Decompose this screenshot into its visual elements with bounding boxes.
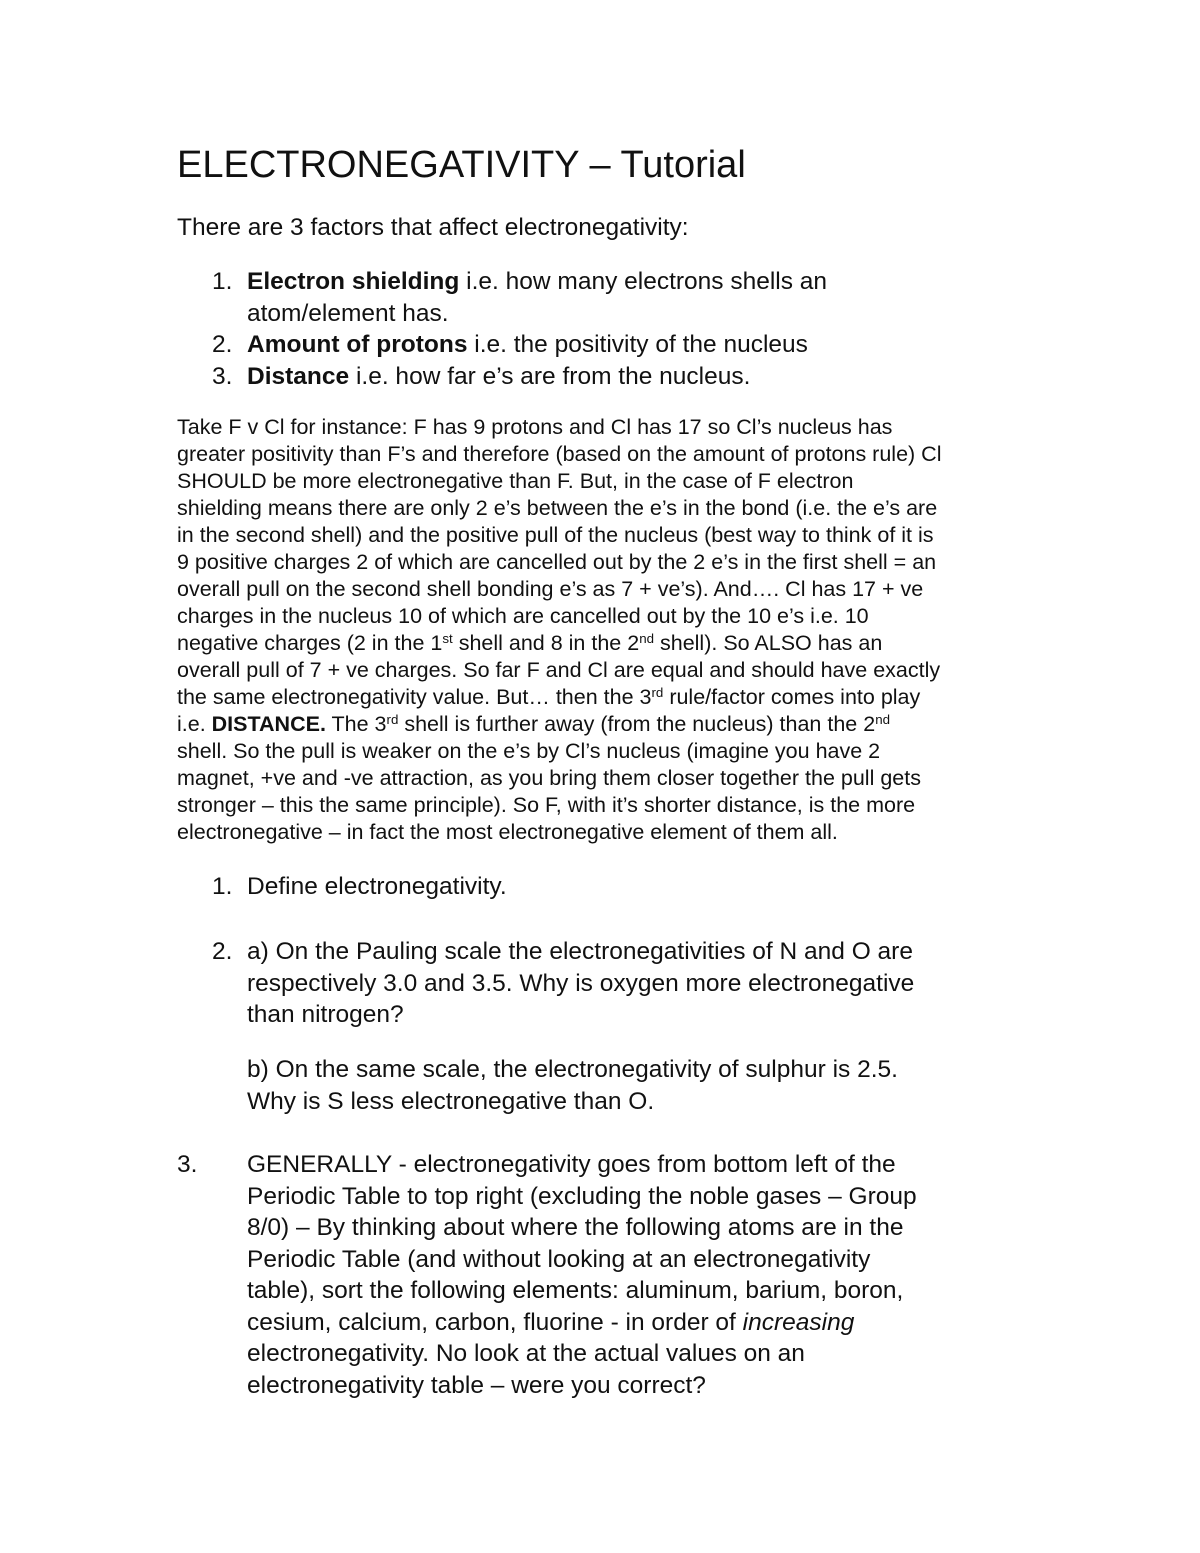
paragraph-line [177,711,1037,738]
paragraph-line: greater positivity than F’s and therefore (based on the amount of protons rule) Cl [177,442,942,466]
text-run: cesium, calcium, carbon, fluorine - in order of [247,1308,743,1336]
factor-description: i.e. how many electrons shells an atom/element has. [247,268,828,327]
factor-term: Distance [247,362,350,390]
question-line: table), sort the following elements: aluminum, barium, boron, [247,1277,904,1304]
bold-term: DISTANCE. [211,712,326,736]
text-run: rule/factor comes into play [663,685,921,709]
question-2a [247,936,914,1031]
page-title: ELECTRONEGATIVITY – Tutorial [177,144,746,186]
question-line [247,1307,917,1339]
factor-description: i.e. how far e’s are from the nucleus. [349,362,751,390]
question-line: a) On the Pauling scale the electronegativities of N and O are [247,938,913,965]
paragraph-line: magnet, +ve and -ve attraction, as you bring them closer together the pull gets [177,766,921,790]
factor-term: Electron shielding [247,268,460,295]
question-line: 8/0) – By thinking about where the following atoms are in the [247,1214,904,1241]
question-line: Periodic Table (and without looking at an electronegativity [247,1245,871,1273]
text-run: shell). So ALSO has an [654,631,883,655]
paragraph-line: overall pull of 7 + ve charges. So far F and Cl are equal and should have exactly [177,658,941,682]
list-number: 3. [212,362,233,390]
question-number: 1. [212,873,233,900]
superscript: nd [639,630,655,646]
superscript: rd [651,684,664,700]
question-line: GENERALLY - electronegativity goes from bottom left of the [247,1151,896,1178]
question-line: than nitrogen? [247,1001,404,1028]
paragraph-line: shielding means there are only 2 e’s between the e’s in the bond (i.e. the e’s are [177,496,938,520]
question-line: Why is S less electronegative than O. [247,1087,655,1115]
factor-description: i.e. the positivity of the nucleus [467,331,808,358]
paragraph-line: Take F v Cl for instance: F has 9 protons and Cl has 17 so Cl’s nucleus has [177,415,893,439]
question-number: 3. [177,1151,198,1178]
list-number: 1. [212,268,233,295]
superscript: rd [386,711,399,727]
factor-term: Amount of protons [247,331,468,358]
paragraph-line: in the second shell) and the positive pull of the nucleus (best way to think of it is [177,523,934,547]
paragraph-line: shell. So the pull is weaker on the e’s by Cl’s nucleus (imagine you have 2 [177,739,881,763]
question-1: Define electronegativity. [247,873,507,900]
question-line: electronegativity. No look at the actual values on an [247,1340,805,1367]
paragraph-line: electronegative – in fact the most electronegative element of them all. [177,820,838,844]
italic-term: increasing [742,1308,855,1336]
paragraph-line: 9 positive charges 2 of which are cancelled out by the 2 e’s in the first shell = an [177,550,937,574]
list-number: 2. [212,331,233,358]
list-item [177,361,937,393]
paragraph-line [177,630,1037,657]
list-item [177,329,937,361]
text-run: the same electronegativity value. But… then the 3 [177,685,652,709]
paragraph-line: overall pull on the second shell bonding e’s as 7 + ve’s). And…. Cl has 17 + ve [177,577,924,601]
paragraph-line: charges in the nucleus 10 of which are cancelled out by the 10 e’s i.e. 10 [177,604,869,628]
question-line: Periodic Table to top right (excluding the noble gases – Group [247,1182,917,1210]
text-run: i.e. [177,712,212,736]
factors-list [177,266,937,392]
text-run: negative charges (2 in the 1 [177,631,443,655]
paragraph-line: stronger – this the same principle). So F, with it’s shorter distance, is the more [177,793,916,817]
text-run: shell and 8 in the 2 [452,631,640,655]
question-line: electronegativity table – were you correct? [247,1371,706,1399]
superscript: st [442,630,453,646]
question-2b [247,1054,898,1117]
question-3 [247,1149,917,1401]
intro-text: There are 3 factors that affect electronegativity: [177,214,689,241]
question-number: 2. [212,938,233,965]
paragraph-line: SHOULD be more electronegative than F. But, in the case of F electron [177,469,854,493]
text-run: shell is further away (from the nucleus) than the 2 [398,712,876,736]
question-line: b) On the same scale, the electronegativity of sulphur is 2.5. [247,1056,898,1083]
list-item [177,266,937,329]
text-run: The 3 [325,712,387,736]
superscript: nd [875,711,891,727]
paragraph-line [177,684,1037,711]
question-line: respectively 3.0 and 3.5. Why is oxygen more electronegative [247,969,915,997]
explanation-paragraph [177,414,1037,846]
